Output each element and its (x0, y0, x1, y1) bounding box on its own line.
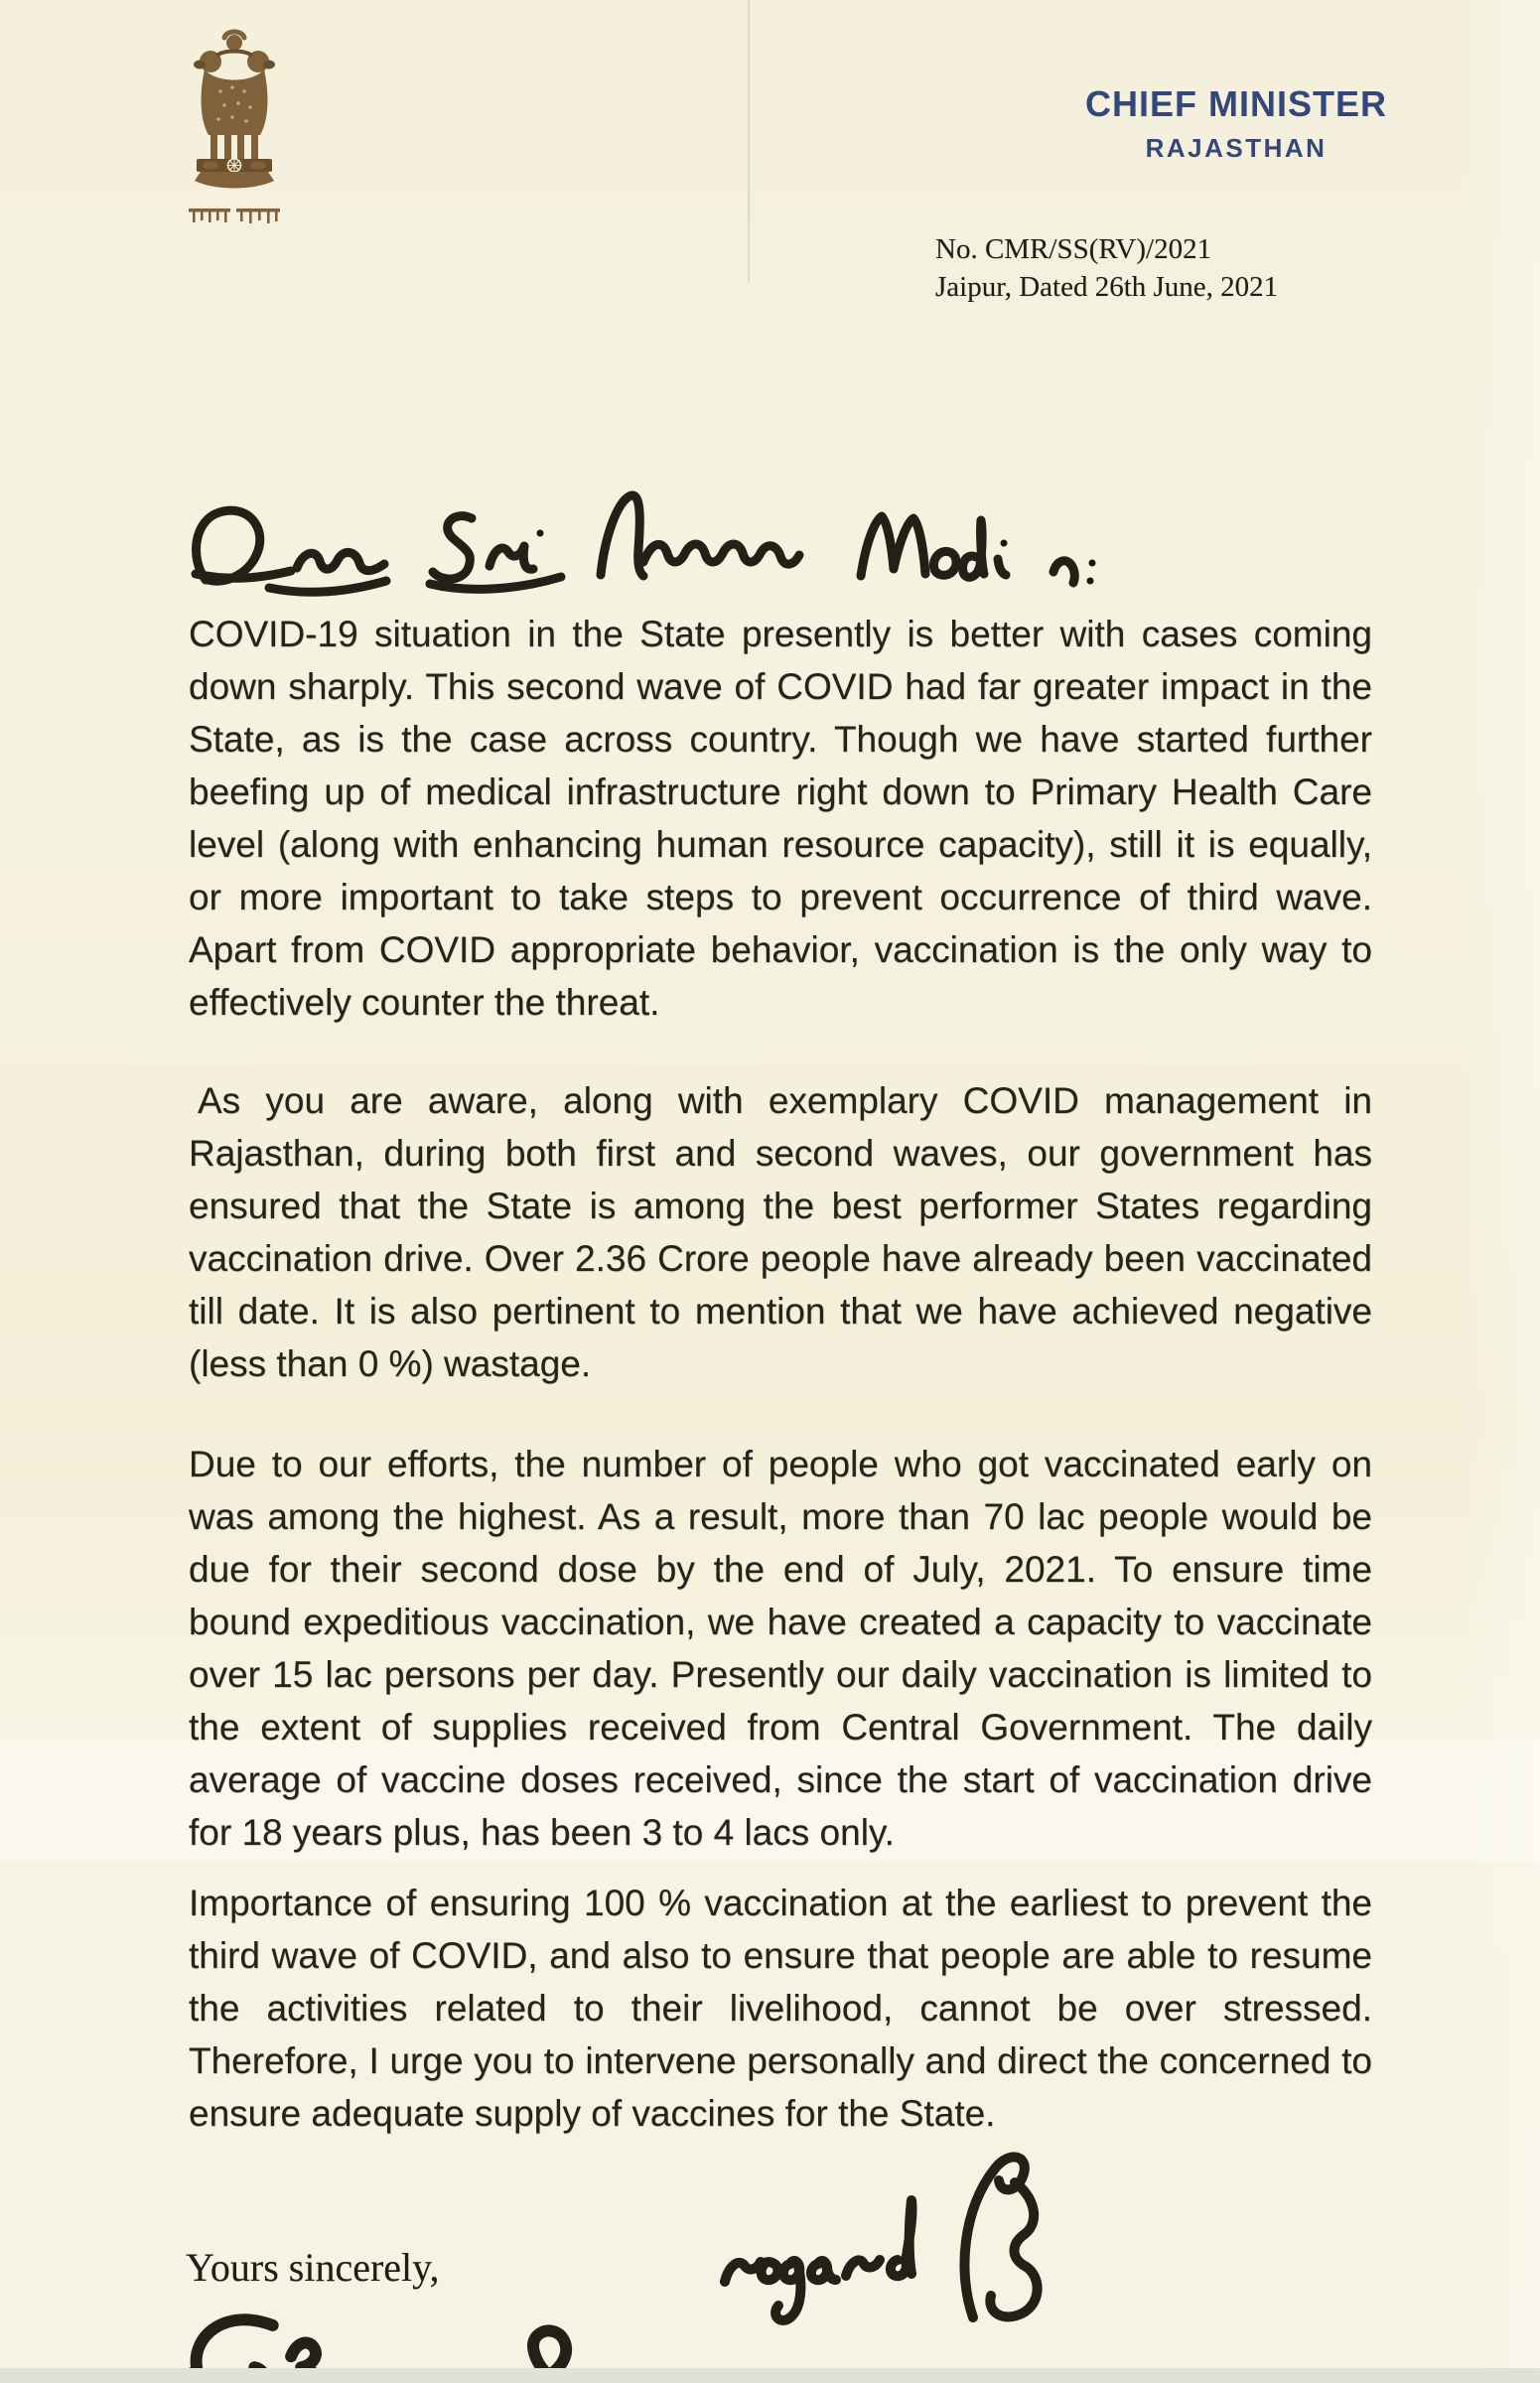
reference-number: No. CMR/SS(RV)/2021 (935, 233, 1212, 265)
handwritten-regards (707, 2123, 1064, 2351)
handwritten-salutation (174, 483, 1127, 617)
paper-crease (748, 0, 750, 283)
paragraph-3: Due to our efforts, the number of people who got vaccinated early on was among the highest. As a result, more than 70 lac people would be due for their second dose by the end of July, 2021. To ensure time bound expeditious vaccination, we have created a capacity to vaccinate over 15 lac persons per day. Presently our daily vaccination is limited to the extent of supplies received from Central Government. The daily average of vaccine doses received, since the start of vaccination drive for 18 years plus, has been 3 to 4 lacs only. (189, 1444, 1372, 1853)
satyameva-jayate-motto (189, 209, 280, 223)
date-line: Jaipur, Dated 26th June, 2021 (935, 271, 1279, 303)
paragraph-1: COVID-19 situation in the State presently is better with cases coming down sharply. This second wave of COVID had far greater impact in the State, as is the case across country. Though we have started further beefing up of medical infrastructure right down to Primary Health Care level (along with enhancing human resource capacity), still it is equally, or more important to take steps to prevent occurrence of third wave. Apart from COVID appropriate behavior, vaccination is the only way to effectively counter the threat. (189, 614, 1372, 1023)
letter-body (189, 608, 1372, 2140)
office-title: CHIEF MINISTER (1084, 83, 1387, 124)
scan-bottom-edge (0, 2368, 1540, 2383)
letterhead-office-block (1043, 83, 1430, 164)
state-emblem-logo (175, 26, 294, 229)
reference-block (935, 230, 1278, 306)
closing-line: Yours sincerely, (186, 2245, 440, 2290)
paragraph-4: Importance of ensuring 100 % vaccination at the earliest to prevent the third wave of COVID, and also to ensure that people are able to resume the activities related to their livelihood, cannot be over stressed. Therefore, I urge you to intervene personally and direct the concerned to ensure adequate supply of vaccines for the State. (189, 1883, 1372, 2134)
scan-edge-highlight (1461, 0, 1540, 2383)
paragraph-2: As you are aware, along with exemplary COVID management in Rajasthan, during both first and second waves, our government has ensured that the State is among the best performer States regarding vaccination drive. Over 2.36 Crore people have already been vaccinated till date. It is also pertinent to mention that we have achieved negative (less than 0 %) wastage. (189, 1080, 1372, 1384)
office-region: RAJASTHAN (1145, 133, 1328, 163)
